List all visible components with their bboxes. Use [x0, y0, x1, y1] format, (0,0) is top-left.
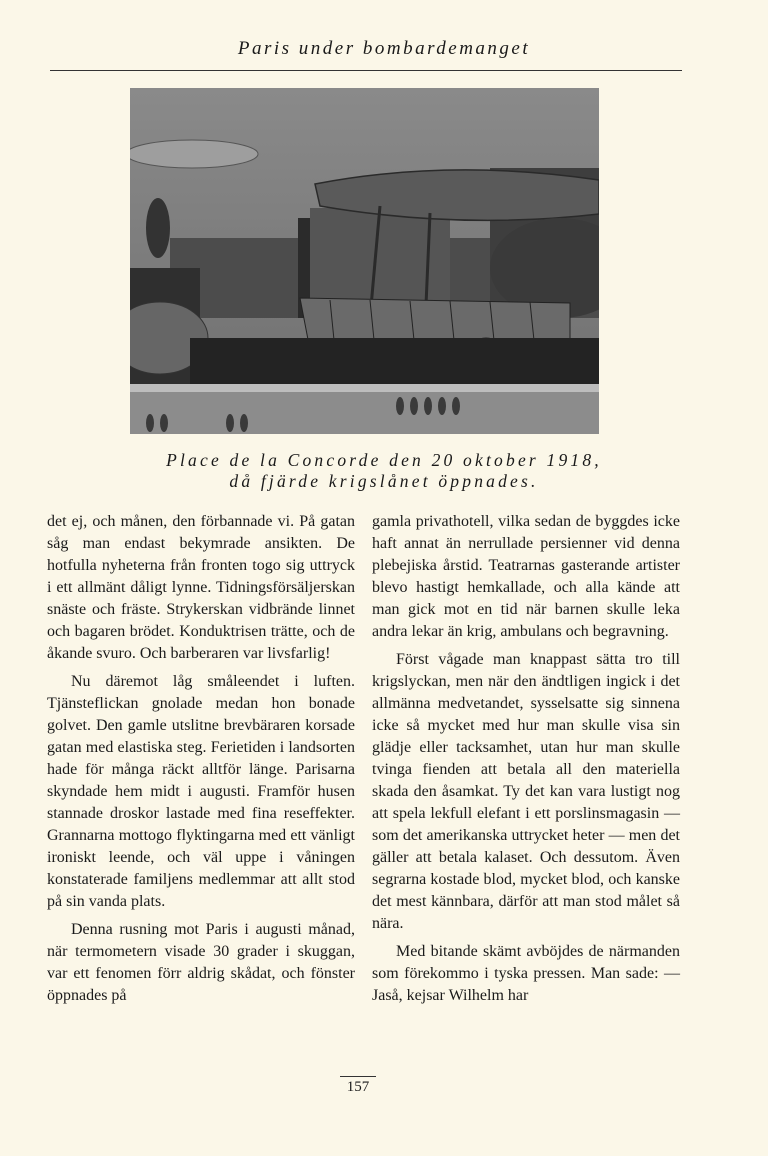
paragraph: gamla privathotell, vilka sedan de byggdes icke haft annat än nerrullade persienner vid denna plebejiska årstid. Teatrarnas gasterande artister blevo hastigt hemkallade, och alla kände att man gick mot en tid när barnen skulle leka andra lekar än krig, ambulans och begravning.	[372, 513, 680, 640]
paragraph: Först vågade man knappast sätta tro till krigslyckan, men när den ändtligen ingick i det allmänna medvetandet, sysselsatte sig sinnena icke så mycket med hur man skulle visa sin glädje eller tacksamhet, utan hur man skulle tvinga fienden att betala all den materiella skada den åsamkat. Ty det kan vara lustigt nog att spela lekfull elefant i ett porslinsmagasin — som det amerikanska uttrycket heter — men det gäller att betala kalaset. Och dessutom. Även segrarna kostade blod, mycket blod, och kanske det mest kännbara, därför att man stod målet så nära.	[372, 651, 680, 932]
page-number: 157	[346, 1079, 370, 1095]
paragraph: Nu däremot låg småleendet i luften. Tjänsteflickan gnolade medan hon bonade golvet. Den gamle utslitne brevbäraren korsade gatan med elastiska steg. Ferietiden i landsorten hade för många räckt alltför länge. Parisarna skyndade hem midt i augusti. Framför husen stannade droskor lastade med fina reseffekter. Grannarna mottogo flyktingarna med ett vänligt ironiskt leende, och väl uppe i våningen konstaterade familjens medlemmar att allt stod på sin vanda plats.	[47, 673, 355, 910]
header-rule	[50, 70, 682, 71]
figure-caption	[100, 450, 668, 492]
right-text-column	[372, 511, 680, 1007]
folio-rule	[340, 1076, 376, 1077]
paragraph: det ej, och månen, den förbannade vi. På gatan såg man endast bekymrade ansikten. De hotfulla nyheterna från fronten togo sig uttryck i ett allmänt dåligt lynne. Tidningsförsäljerskan snäste och fräste. Strykerskan vidbrände linnet och bagaren brödet. Konduktrisen trätte, och de åkande svuro. Och barberaren var livsfarlig!	[47, 513, 355, 662]
caption-line-1: Place de la Concorde den 20 oktober 1918,	[166, 450, 602, 470]
left-text-column	[47, 511, 355, 1007]
photo-illustration	[130, 88, 599, 434]
paragraph: Med bitande skämt avböjdes de närmanden som förekommo i tyska pressen. Man sade: — Jaså, kejsar Wilhelm har	[372, 943, 680, 1004]
caption-line-2: då fjärde krigslånet öppnades.	[229, 471, 539, 491]
concorde-photograph	[130, 88, 599, 434]
paragraph: Denna rusning mot Paris i augusti månad, när termometern visade 30 grader i skuggan, var ett fenomen förr aldrig skådat, och fönster öppnades på	[47, 921, 355, 1004]
running-head: Paris under bombardemanget	[237, 38, 531, 59]
